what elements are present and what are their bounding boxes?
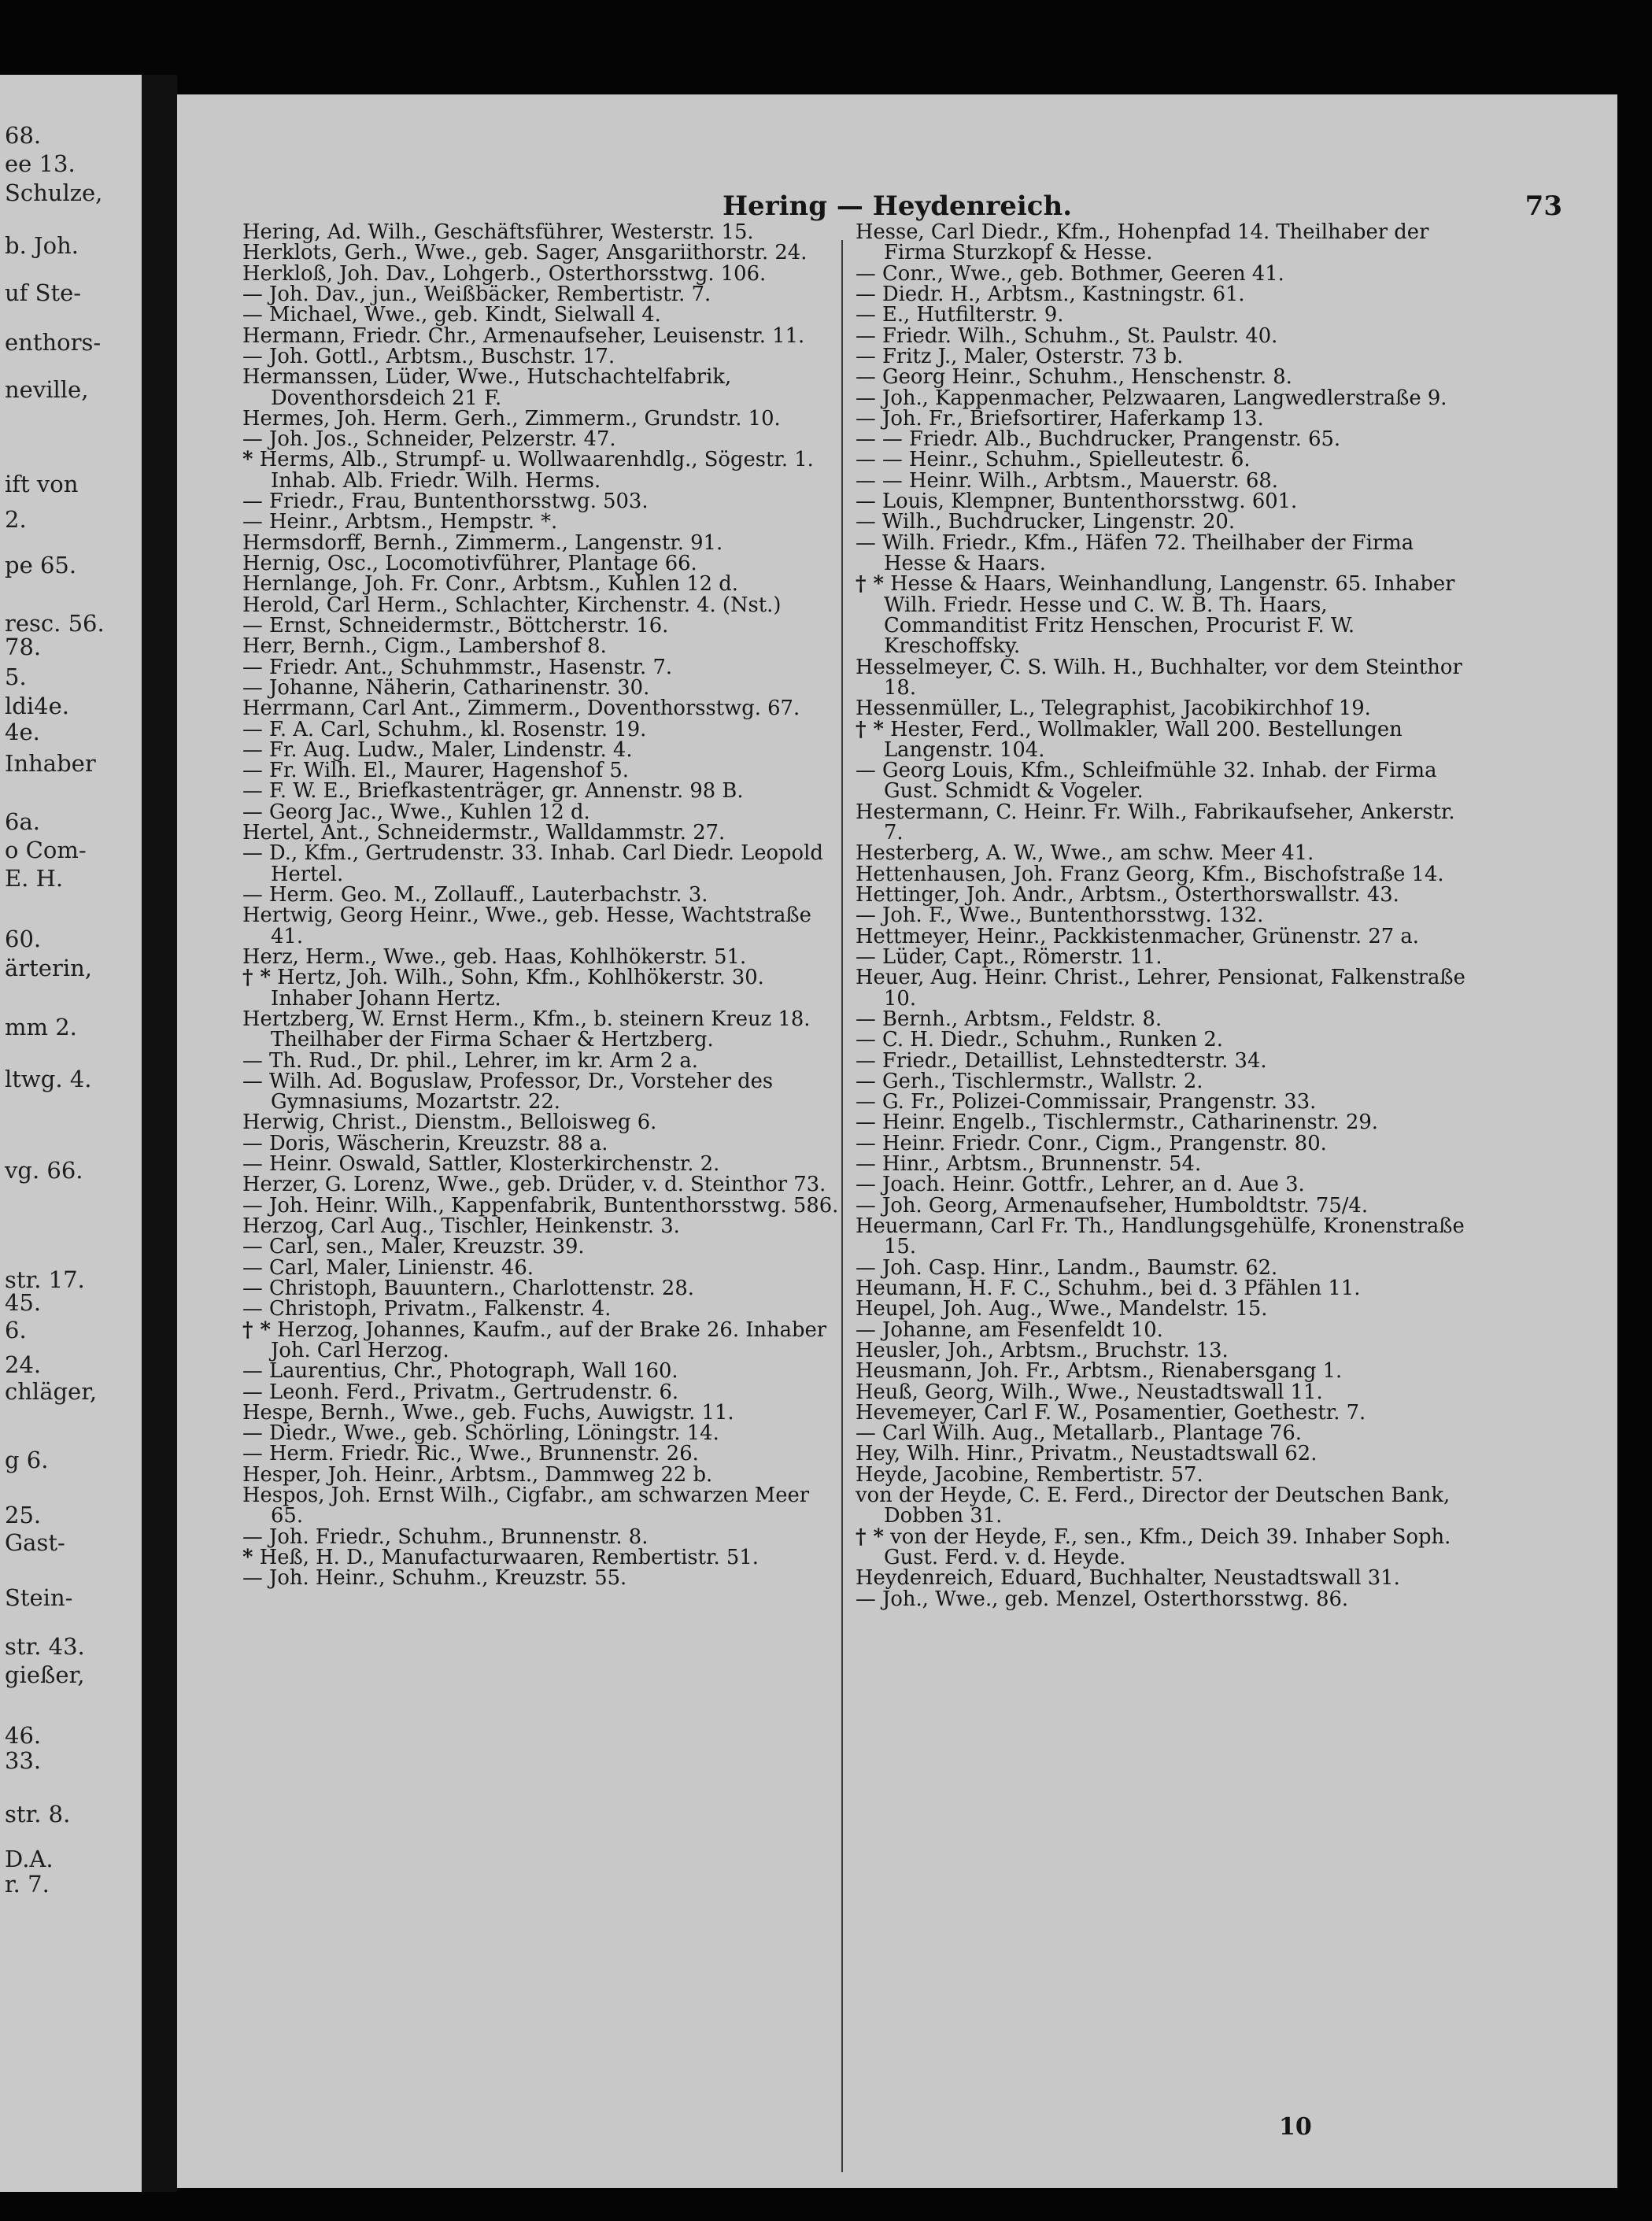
entry-text: Heumann, H. F. C., Schuhm., bei d. 3 Pfählen 11. (856, 1276, 1361, 1300)
entry-text: — Joh. Georg, Armenaufseher, Humboldtstr. 75/4. (856, 1193, 1369, 1218)
directory-entry (242, 323, 844, 348)
entry-text: Hertz, Joh. Wilh., Sohn, Kfm., Kohlhökerstr. 30. Inhaber Johann Hertz. (271, 966, 764, 1011)
entry-text: Herms, Alb., Strumpf- u. Wollwaarenhdlg., Sögestr. 1. Inhab. Alb. Friedr. Wilh. Herms. (259, 448, 814, 493)
directory-entry (856, 305, 1477, 325)
directory-entry (242, 367, 844, 408)
directory-entry (242, 822, 844, 843)
entry-text: — D., Kfm., Gertrudenstr. 33. Inhab. Carl Diedr. Leopold Hertel. (242, 841, 823, 886)
entry-text: Heuß, Georg, Wilh., Wwe., Neustadtswall 11. (856, 1380, 1323, 1404)
directory-entry (242, 530, 844, 555)
entry-text: — Joh., Kappenmacher, Pelzwaaren, Langwedlerstraße 9. (856, 386, 1447, 410)
directory-entry (856, 967, 1477, 1009)
directory-entry (856, 1255, 1477, 1280)
entry-text: Hertel, Ant., Schneidermstr., Walldammstr. 27. (242, 821, 726, 845)
left-page-fragment: 25. (5, 1502, 42, 1528)
directory-entry (856, 468, 1477, 493)
left-page-fragment: gießer, (5, 1661, 85, 1688)
directory-entry (242, 760, 844, 781)
entry-text: — Joh. Gottl., Arbtsm., Buschstr. 17. (242, 344, 615, 368)
entry-text: — Friedr., Detaillist, Lehnstedterstr. 34. (856, 1048, 1267, 1073)
directory-entry (242, 1009, 844, 1051)
directory-entry (856, 284, 1477, 305)
left-page-fragment: 78. (5, 634, 42, 660)
entry-text: — Conr., Wwe., geb. Bothmer, Geeren 41. (856, 261, 1284, 286)
right-column (856, 222, 1477, 1609)
directory-entry (856, 1382, 1477, 1402)
left-page-fragment: str. 43. (5, 1633, 85, 1660)
directory-entry (242, 346, 844, 367)
left-page-fragment: g 6. (5, 1447, 49, 1473)
entry-text: Hettinger, Joh. Andr., Arbtsm., Osterthorswallstr. 43. (856, 883, 1399, 907)
directory-entry (856, 1462, 1477, 1487)
entry-marker: † * (242, 1317, 271, 1342)
directory-entry (856, 1443, 1477, 1464)
entry-text: — Ernst, Schneidermstr., Böttcherstr. 16. (242, 613, 669, 637)
entry-text: — Th. Rud., Dr. phil., Lehrer, im kr. Arm 2 a. (242, 1048, 698, 1073)
left-page-fragment: b. Joh. (5, 232, 79, 259)
entry-text: — Joh. Jos., Schneider, Pelzerstr. 47. (242, 427, 616, 452)
directory-entry (242, 1462, 844, 1487)
entry-marker: * (242, 1546, 253, 1569)
left-page-fragment: 33. (5, 1747, 42, 1774)
entry-text: Herkloß, Joh. Dav., Lohgerb., Osterthorsstwg. 106. (242, 261, 767, 286)
entry-text: Hernlange, Joh. Fr. Conr., Arbtsm., Kuhlen 12 d. (242, 572, 738, 597)
entry-text: — G. Fr., Polizei-Commissair, Prangenstr. 33. (856, 1090, 1317, 1114)
directory-entry (242, 284, 844, 305)
entry-text: — Louis, Klempner, Buntenthorsstwg. 601. (856, 490, 1298, 514)
directory-entry (242, 1195, 844, 1216)
entry-text: — Heinr. Oswald, Sattler, Klosterkirchenstr. 2. (242, 1152, 720, 1177)
directory-entry (856, 1278, 1477, 1299)
directory-entry (856, 1317, 1477, 1342)
entry-text: Hesse, Carl Diedr., Kfm., Hohenpfad 14. Theilhaber der Firma Sturzkopf & Hesse. (856, 220, 1429, 265)
page-number: 73 (1524, 190, 1562, 222)
entry-text: Hesterberg, A. W., Wwe., am schw. Meer 41. (856, 841, 1314, 866)
entry-text: Heupel, Joh. Aug., Wwe., Mandelstr. 15. (856, 1297, 1268, 1321)
entry-text: Hettenhausen, Joh. Franz Georg, Kfm., Bischofstraße 14. (856, 862, 1444, 886)
entry-text: Hesper, Joh. Heinr., Arbtsm., Dammweg 22 b. (242, 1462, 713, 1487)
entry-text: von der Heyde, C. E. Ferd., Director der Deutschen Bank, Dobben 31. (856, 1484, 1451, 1528)
directory-entry (242, 1133, 844, 1154)
directory-entry (242, 657, 844, 678)
entry-text: — Joh. F., Wwe., Buntenthorsstwg. 132. (856, 904, 1264, 928)
directory-entry (856, 1112, 1477, 1133)
entry-text: — — Friedr. Alb., Buchdrucker, Prangenstr. 65. (856, 427, 1341, 452)
entry-text: — C. H. Diedr., Schuhm., Runken 2. (856, 1028, 1223, 1052)
entry-text: Hertwig, Georg Heinr., Wwe., geb. Hesse, Wachtstraße 41. (242, 904, 811, 948)
entry-text: Heß, H. D., Manufacturwaaren, Rembertistr. 51. (259, 1546, 759, 1569)
directory-entry (856, 323, 1477, 348)
directory-entry (856, 1402, 1477, 1423)
entry-text: — Doris, Wäscherin, Kreuzstr. 88 a. (242, 1131, 608, 1155)
directory-entry (242, 553, 844, 574)
directory-entry (856, 1152, 1477, 1177)
entry-text: — Friedr. Wilh., Schuhm., St. Paulstr. 40. (856, 323, 1278, 348)
directory-entry (242, 408, 844, 429)
left-page-fragment: str. 8. (5, 1801, 71, 1827)
directory-entry (242, 843, 844, 885)
directory-entry (242, 1152, 844, 1177)
left-page-fragment: 2. (5, 506, 27, 533)
entry-text: — Carl, Maler, Linienstr. 46. (242, 1255, 534, 1280)
directory-entry (856, 1589, 1477, 1609)
directory-entry (242, 449, 844, 491)
entry-text: Hester, Ferd., Wollmakler, Wall 200. Bestellungen Langenstr. 104. (884, 717, 1403, 762)
entry-text: — Lüder, Capt., Römerstr. 11. (856, 944, 1162, 969)
entry-text: — Diedr. H., Arbtsm., Kastningstr. 61. (856, 282, 1245, 306)
entry-text: Heyde, Jacobine, Rembertistr. 57. (856, 1462, 1203, 1487)
entry-text: Hering, Ad. Wilh., Geschäftsführer, Westerstr. 15. (242, 220, 754, 244)
book-gutter (142, 75, 177, 2192)
directory-entry (856, 719, 1477, 761)
entry-text: — Joach. Heinr. Gottfr., Lehrer, an d. Aue 3. (856, 1173, 1305, 1197)
directory-entry (242, 1547, 844, 1568)
entry-text: Herr, Bernh., Cigm., Lambershof 8. (242, 634, 607, 659)
entry-text: Heydenreich, Eduard, Buchhalter, Neustadtswall 31. (856, 1566, 1400, 1591)
entry-text: — — Heinr. Wilh., Arbtsm., Mauerstr. 68. (856, 468, 1278, 493)
entry-marker: † * (856, 717, 884, 741)
left-page-fragment: 24. (5, 1351, 42, 1378)
directory-entry (242, 1112, 844, 1133)
directory-entry (856, 905, 1477, 926)
left-page-fragment: pe 65. (5, 552, 77, 578)
running-header: Hering — Heydenreich. (722, 190, 1073, 222)
entry-text: — Wilh. Friedr., Kfm., Häfen 72. Theilhaber der Firma Hesse & Haars. (856, 530, 1414, 575)
directory-entry (242, 242, 844, 263)
directory-entry (242, 1421, 844, 1446)
entry-text: Herzer, G. Lorenz, Wwe., geb. Drüder, v. d. Steinthor 73. (242, 1173, 826, 1197)
entry-text: — Heinr. Friedr. Conr., Cigm., Prangenstr. 80. (856, 1131, 1327, 1155)
directory-entry (856, 864, 1477, 885)
entry-text: Herrmann, Carl Ant., Zimmerm., Doventhorsstwg. 67. (242, 697, 800, 721)
left-page-fragment: ift von (5, 471, 79, 497)
directory-entry (242, 779, 844, 804)
directory-entry (242, 1048, 844, 1073)
directory-entry (242, 1216, 844, 1236)
entry-marker: † * (856, 1524, 884, 1549)
entry-text: — Carl, sen., Maler, Kreuzstr. 39. (242, 1235, 585, 1259)
directory-entry (856, 388, 1477, 408)
directory-entry (242, 944, 844, 969)
left-page-fragment: 60. (5, 926, 42, 952)
entry-text: — Friedr., Frau, Buntenthorsstwg. 503. (242, 490, 649, 514)
left-page-fragment: ltwg. 4. (5, 1066, 92, 1092)
entry-text: — Fr. Wilh. El., Maurer, Hagenshof 5. (242, 759, 629, 783)
directory-entry (242, 305, 844, 325)
left-page-fragment: 6a. (5, 808, 40, 835)
entry-text: — Georg Heinr., Schuhm., Henschenstr. 8. (856, 365, 1292, 390)
entry-marker: † * (856, 572, 884, 597)
entry-text: Heusler, Joh., Arbtsm., Bruchstr. 13. (856, 1338, 1229, 1362)
entry-text: — Georg Jac., Wwe., Kuhlen 12 d. (242, 800, 590, 824)
entry-text: Hespe, Bernh., Wwe., geb. Fuchs, Auwigstr. 11. (242, 1400, 734, 1425)
directory-page (177, 94, 1617, 2188)
left-page-fragment: Schulze, (5, 179, 103, 206)
directory-entry (856, 926, 1477, 947)
entry-text: — Wilh., Buchdrucker, Lingenstr. 20. (856, 510, 1236, 534)
entry-text: — Joh. Heinr., Schuhm., Kreuzstr. 55. (242, 1566, 627, 1591)
entry-text: Hessenmüller, L., Telegraphist, Jacobikirchhof 19. (856, 697, 1371, 721)
entry-text: — Joh. Casp. Hinr., Landm., Baumstr. 62. (856, 1255, 1278, 1280)
left-page-fragment: 68. (5, 122, 42, 149)
left-page-fragment: uf Ste- (5, 279, 82, 306)
directory-entry (856, 1195, 1477, 1216)
entry-text: Hesse & Haars, Weinhandlung, Langenstr. 65. Inhaber Wilh. Friedr. Hesse und C. W. B. Th. Haars, Commanditist Fritz Henschen, Procurist F. W. Kreschoffsky. (884, 572, 1455, 659)
directory-entry (242, 634, 844, 659)
entry-text: Heuer, Aug. Heinr. Christ., Lehrer, Pensionat, Falkenstraße 10. (856, 966, 1465, 1011)
entry-marker: † * (242, 966, 271, 990)
left-page-fragment: ee 13. (5, 150, 76, 177)
entry-text: — — Heinr., Schuhm., Spielleutestr. 6. (856, 448, 1251, 472)
entry-text: Hevemeyer, Carl F. W., Posamentier, Goethestr. 7. (856, 1400, 1366, 1425)
directory-entry (856, 427, 1477, 452)
directory-entry (242, 675, 844, 700)
entry-text: Herklots, Gerh., Wwe., geb. Sager, Ansgariithorstr. 24. (242, 241, 808, 265)
entry-text: Herzog, Carl Aug., Tischler, Heinkenstr. 3. (242, 1214, 680, 1238)
left-page-fragment: neville, (5, 376, 89, 403)
directory-entry (856, 491, 1477, 512)
entry-text: — Heinr., Arbtsm., Hempstr. *. (242, 510, 558, 534)
directory-entry (856, 261, 1477, 286)
left-page-fragment: enthors- (5, 329, 102, 356)
directory-entry (856, 885, 1477, 905)
directory-entry (242, 1566, 844, 1591)
entry-text: — Michael, Wwe., geb. Kindt, Sielwall 4. (242, 303, 661, 327)
entry-text: Heusmann, Joh. Fr., Arbtsm., Rienabersgang 1. (856, 1359, 1343, 1384)
entry-text: Hermes, Joh. Herm. Gerh., Zimmerm., Grundstr. 10. (242, 406, 781, 431)
directory-entry (242, 885, 844, 905)
left-page-fragment: 4e. (5, 719, 40, 745)
entry-text: Hestermann, C. Heinr. Fr. Wilh., Fabrikaufseher, Ankerstr. 7. (856, 800, 1455, 845)
entry-text: — Joh. Friedr., Schuhm., Brunnenstr. 8. (242, 1524, 649, 1549)
entry-text: — Gerh., Tischlermstr., Wallstr. 2. (856, 1069, 1203, 1093)
directory-entry (856, 1340, 1477, 1361)
entry-text: — Leonh. Ferd., Privatm., Gertrudenstr. 6. (242, 1380, 679, 1404)
entry-marker: * (242, 448, 253, 472)
entry-text: Hettmeyer, Heinr., Packkistenmacher, Grünenstr. 27 a. (856, 924, 1419, 948)
directory-entry (856, 1071, 1477, 1092)
entry-text: Hesselmeyer, C. S. Wilh. H., Buchhalter, vor dem Steinthor 18. (856, 655, 1462, 700)
directory-entry (242, 719, 844, 740)
entry-text: — Johanne, Näherin, Catharinenstr. 30. (242, 675, 650, 700)
directory-entry (856, 1174, 1477, 1195)
entry-text: Hertzberg, W. Ernst Herm., Kfm., b. steinern Kreuz 18. Theilhaber der Firma Schaer & Hertzberg. (242, 1007, 811, 1052)
entry-text: — Joh., Wwe., geb. Menzel, Osterthorsstwg. 86. (856, 1587, 1349, 1611)
entry-text: Hey, Wilh. Hinr., Privatm., Neustadtswall 62. (856, 1442, 1318, 1466)
left-page-fragment: o Com- (5, 837, 87, 863)
entry-text: — Christoph, Bauuntern., Charlottenstr. 28. (242, 1276, 694, 1300)
left-page-fragment: ärterin, (5, 955, 93, 981)
directory-entry (242, 615, 844, 636)
entry-text: Hespos, Joh. Ernst Wilh., Cigfabr., am schwarzen Meer 65. (242, 1484, 810, 1528)
directory-entry (242, 1174, 844, 1195)
entry-text: — Bernh., Arbtsm., Feldstr. 8. (856, 1007, 1162, 1031)
adjacent-left-page (0, 75, 142, 2192)
left-page-fragment: 46. (5, 1722, 42, 1749)
entry-text: — Fr. Aug. Ludw., Maler, Lindenstr. 4. (242, 737, 633, 762)
directory-entry (856, 530, 1477, 575)
directory-entry (856, 802, 1477, 844)
directory-entry (856, 1133, 1477, 1154)
directory-entry (856, 365, 1477, 390)
directory-entry (856, 572, 1477, 659)
left-page-fragment: ldi4e. (5, 693, 69, 719)
directory-entry (242, 1299, 844, 1319)
left-page-fragment: D.A. (5, 1846, 54, 1872)
entry-text: — Hinr., Arbtsm., Brunnenstr. 54. (856, 1152, 1202, 1177)
directory-entry (242, 967, 844, 1009)
entry-text: Hermanssen, Lüder, Wwe., Hutschachtelfabrik, Doventhorsdeich 21 F. (242, 365, 732, 410)
directory-entry (242, 1359, 844, 1384)
entry-text: — Diedr., Wwe., geb. Schörling, Löningstr. 14. (242, 1421, 719, 1446)
left-page-fragment: 5. (5, 663, 27, 690)
directory-entry (242, 222, 844, 242)
entry-text: Herwig, Christ., Dienstm., Belloisweg 6. (242, 1110, 657, 1135)
entry-text: Hermann, Friedr. Chr., Armenaufseher, Leuisenstr. 11. (242, 323, 805, 348)
directory-entry (856, 512, 1477, 532)
left-page-fragment: chläger, (5, 1378, 98, 1405)
directory-entry (856, 1524, 1477, 1569)
entry-text: — Laurentius, Chr., Photograph, Wall 160. (242, 1359, 678, 1384)
entry-text: Heuermann, Carl Fr. Th., Handlungsgehülfe, Kronenstraße 15. (856, 1214, 1465, 1259)
entry-text: — F. W. E., Briefkastenträger, gr. Annenstr. 98 B. (242, 779, 744, 804)
directory-entry (242, 1443, 844, 1464)
left-page-fragment: str. 17. (5, 1266, 85, 1293)
directory-entry (242, 698, 844, 719)
entry-text: — Johanne, am Fesenfeldt 10. (856, 1317, 1163, 1342)
entry-text: — Herm. Geo. M., Zollauff., Lauterbachstr. 3. (242, 883, 708, 907)
directory-entry (242, 1071, 844, 1113)
directory-entry (242, 261, 844, 286)
entry-text: — Carl Wilh. Aug., Metallarb., Plantage 76. (856, 1421, 1302, 1446)
directory-entry (856, 841, 1477, 866)
entry-text: — Herm. Friedr. Ric., Wwe., Brunnenstr. 26. (242, 1442, 699, 1466)
entry-text: — Heinr. Engelb., Tischlermstr., Catharinenstr. 29. (856, 1110, 1378, 1135)
directory-entry (242, 1278, 844, 1299)
entry-text: Herz, Herm., Wwe., geb. Haas, Kohlhökerstr. 51. (242, 944, 747, 969)
entry-text: Herold, Carl Herm., Schlachter, Kirchenstr. 4. (Nst.) (242, 593, 782, 617)
entry-text: Herzog, Johannes, Kaufm., auf der Brake 26. Inhaber Joh. Carl Herzog. (271, 1317, 827, 1362)
directory-entry (856, 1299, 1477, 1319)
directory-entry (242, 512, 844, 532)
entry-text: — Georg Louis, Kfm., Schleifmühle 32. Inhab. der Firma Gust. Schmidt & Vogeler. (856, 759, 1437, 804)
left-page-fragment: Stein- (5, 1584, 73, 1611)
directory-entry (856, 944, 1477, 969)
directory-entry (856, 1048, 1477, 1073)
directory-entry (242, 595, 844, 615)
left-page-fragment: Gast- (5, 1529, 65, 1556)
directory-entry (242, 905, 844, 947)
directory-entry (856, 346, 1477, 367)
directory-entry (242, 1236, 844, 1257)
entry-text: — Wilh. Ad. Boguslaw, Professor, Dr., Vorsteher des Gymnasiums, Mozartstr. 22. (242, 1069, 774, 1114)
entry-text: — Joh. Heinr. Wilh., Kappenfabrik, Buntenthorsstwg. 586. (242, 1193, 839, 1218)
directory-entry (242, 802, 844, 822)
left-page-fragment: mm 2. (5, 1014, 77, 1040)
entry-text: — F. A. Carl, Schuhm., kl. Rosenstr. 19. (242, 717, 647, 741)
directory-entry (856, 1485, 1477, 1527)
left-page-fragment: E. H. (5, 865, 64, 892)
entry-text: Hermsdorff, Bernh., Zimmerm., Langenstr. 91. (242, 530, 723, 555)
entry-text: Hernig, Osc., Locomotivführer, Plantage 66. (242, 552, 697, 575)
directory-entry (242, 1524, 844, 1549)
entry-text: von der Heyde, F., sen., Kfm., Deich 39. Inhaber Soph. Gust. Ferd. v. d. Heyde. (884, 1524, 1451, 1569)
left-page-fragment: 45. (5, 1289, 42, 1316)
entry-text: — Fritz J., Maler, Osterstr. 73 b. (856, 344, 1184, 368)
entry-text: — Joh. Fr., Briefsortirer, Haferkamp 13. (856, 406, 1264, 431)
directory-entry (242, 737, 844, 762)
directory-entry (856, 408, 1477, 429)
left-page-fragment: Inhaber (5, 750, 96, 777)
directory-entry (242, 1402, 844, 1423)
entry-text: — Friedr. Ant., Schuhmmstr., Hasenstr. 7. (242, 655, 673, 679)
entry-text: — Christoph, Privatm., Falkenstr. 4. (242, 1297, 612, 1321)
left-page-fragment: resc. 56. (5, 610, 105, 637)
entry-text: — E., Hutfilterstr. 9. (856, 303, 1064, 327)
directory-entry (856, 1421, 1477, 1446)
entry-text: — Joh. Dav., jun., Weißbäcker, Rembertistr. 7. (242, 282, 711, 306)
signature-number: 10 (1279, 2113, 1312, 2141)
directory-entry (856, 1359, 1477, 1384)
directory-entry (242, 1255, 844, 1280)
directory-entry (242, 1382, 844, 1402)
directory-entry (856, 449, 1477, 470)
left-column (242, 222, 844, 1589)
directory-entry (856, 1009, 1477, 1029)
directory-entry (856, 1216, 1477, 1258)
directory-entry (242, 427, 844, 452)
directory-entry (242, 572, 844, 597)
left-page-fragment: vg. 66. (5, 1157, 83, 1184)
directory-entry (856, 1566, 1477, 1591)
directory-entry (856, 698, 1477, 719)
left-page-fragment: 6. (5, 1317, 27, 1343)
directory-entry (856, 657, 1477, 699)
left-page-fragment: r. 7. (5, 1871, 50, 1898)
directory-entry (856, 1092, 1477, 1112)
directory-entry (242, 1485, 844, 1527)
directory-entry (242, 491, 844, 512)
directory-entry (856, 1029, 1477, 1050)
directory-entry (856, 222, 1477, 264)
directory-entry (856, 760, 1477, 802)
directory-entry (242, 1317, 844, 1362)
